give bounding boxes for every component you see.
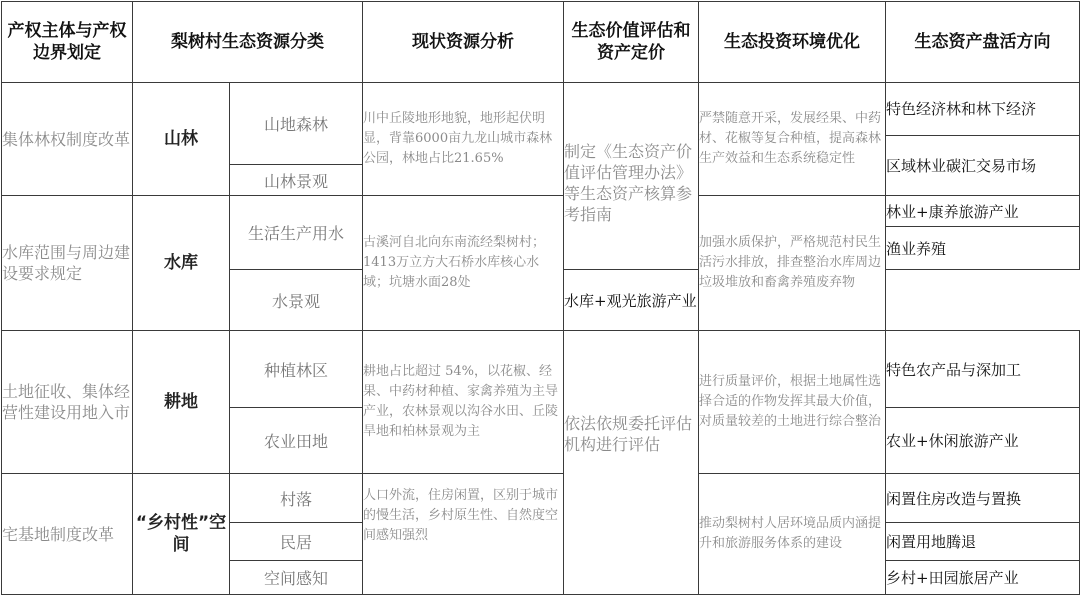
rights-cell: 水库范围与周边建设要求规定 <box>2 196 133 331</box>
category-cell: 耕地 <box>133 331 230 474</box>
header-direction: 生态资产盘活方向 <box>886 2 1080 83</box>
rights-cell: 宅基地制度改革 <box>2 474 133 595</box>
direction-cell: 乡村+田园旅居产业 <box>886 560 1080 594</box>
header-analysis: 现状资源分析 <box>363 2 564 83</box>
table-row <box>2 474 1080 523</box>
rights-cell: 土地征收、集体经营性建设用地入市 <box>2 331 133 474</box>
subcategory-cell: 山地森林 <box>230 83 363 165</box>
direction-cell: 特色农产品与深加工 <box>886 331 1080 408</box>
direction-cell: 水库+观光旅游产业 <box>564 269 699 330</box>
subcategory-cell: 水景观 <box>230 269 363 330</box>
category-cell: 山林 <box>133 83 230 196</box>
direction-cell: 特色经济林和林下经济 <box>886 83 1080 136</box>
header-rights: 产权主体与产权边界划定 <box>2 2 133 83</box>
investment-cell: 加强水质保护，严格规范村民生活污水排放，排查整治水库周边垃圾堆放和畜禽养殖废弃物 <box>699 196 886 331</box>
analysis-cell: 人口外流，住房闲置，区别于城市的慢生活，乡村原生性、自然度空间感知强烈 <box>363 474 564 595</box>
direction-cell: 农业+休闲旅游产业 <box>886 407 1080 473</box>
table-row <box>2 331 1080 408</box>
analysis-cell: 耕地占比超过 54%，以花椒、经果、中药材种植、家禽养殖为主导产业，农林景观以沟谷水田、丘陵旱地和柏林景观为主 <box>363 331 564 474</box>
subcategory-cell: 村落 <box>230 474 363 523</box>
subcategory-cell: 民居 <box>230 523 363 560</box>
investment-cell: 严禁随意开采，发展经果、中药材、花椒等复合种植，提高森林生产效益和生态系统稳定性 <box>699 83 886 196</box>
subcategory-cell: 空间感知 <box>230 560 363 594</box>
header-valuation: 生态价值评估和资产定价 <box>564 2 699 83</box>
direction-cell: 林业+康养旅游产业 <box>886 196 1080 227</box>
header-row <box>2 2 1080 83</box>
analysis-cell: 川中丘陵地形地貌，地形起伏明显，背靠6000亩九龙山城市森林公园，林地占比21.65% <box>363 83 564 196</box>
category-cell: 水库 <box>133 196 230 331</box>
investment-cell: 推动梨树村人居环境品质内涵提升和旅游服务体系的建设 <box>699 474 886 595</box>
subcategory-cell: 种植林区 <box>230 331 363 408</box>
direction-cell: 渔业养殖 <box>886 227 1080 270</box>
rights-cell: 集体林权制度改革 <box>2 83 133 196</box>
category-cell: “乡村性”空间 <box>133 474 230 595</box>
subcategory-cell: 生活生产用水 <box>230 196 363 270</box>
subcategory-cell: 农业田地 <box>230 407 363 473</box>
analysis-cell: 古溪河自北向东南流经梨树村；1413万立方大石桥水库核心水域；坑塘水面28处 <box>363 196 564 331</box>
valuation-cell: 制定《生态资产价值评估管理办法》等生态资产核算参考指南 <box>564 83 699 270</box>
table-row <box>2 83 1080 136</box>
subcategory-cell: 山林景观 <box>230 165 363 196</box>
direction-cell: 闲置用地腾退 <box>886 523 1080 560</box>
investment-cell: 进行质量评价，根据土地属性选择合适的作物发挥其最大价值，对质量较差的土地进行综合整治 <box>699 331 886 474</box>
header-classification: 梨树村生态资源分类 <box>133 2 363 83</box>
ecological-resource-table <box>1 1 1080 595</box>
direction-cell: 区域林业碳汇交易市场 <box>886 135 1080 195</box>
header-investment: 生态投资环境优化 <box>699 2 886 83</box>
valuation-cell: 依法依规委托评估机构进行评估 <box>564 331 699 595</box>
direction-cell: 闲置住房改造与置换 <box>886 474 1080 523</box>
